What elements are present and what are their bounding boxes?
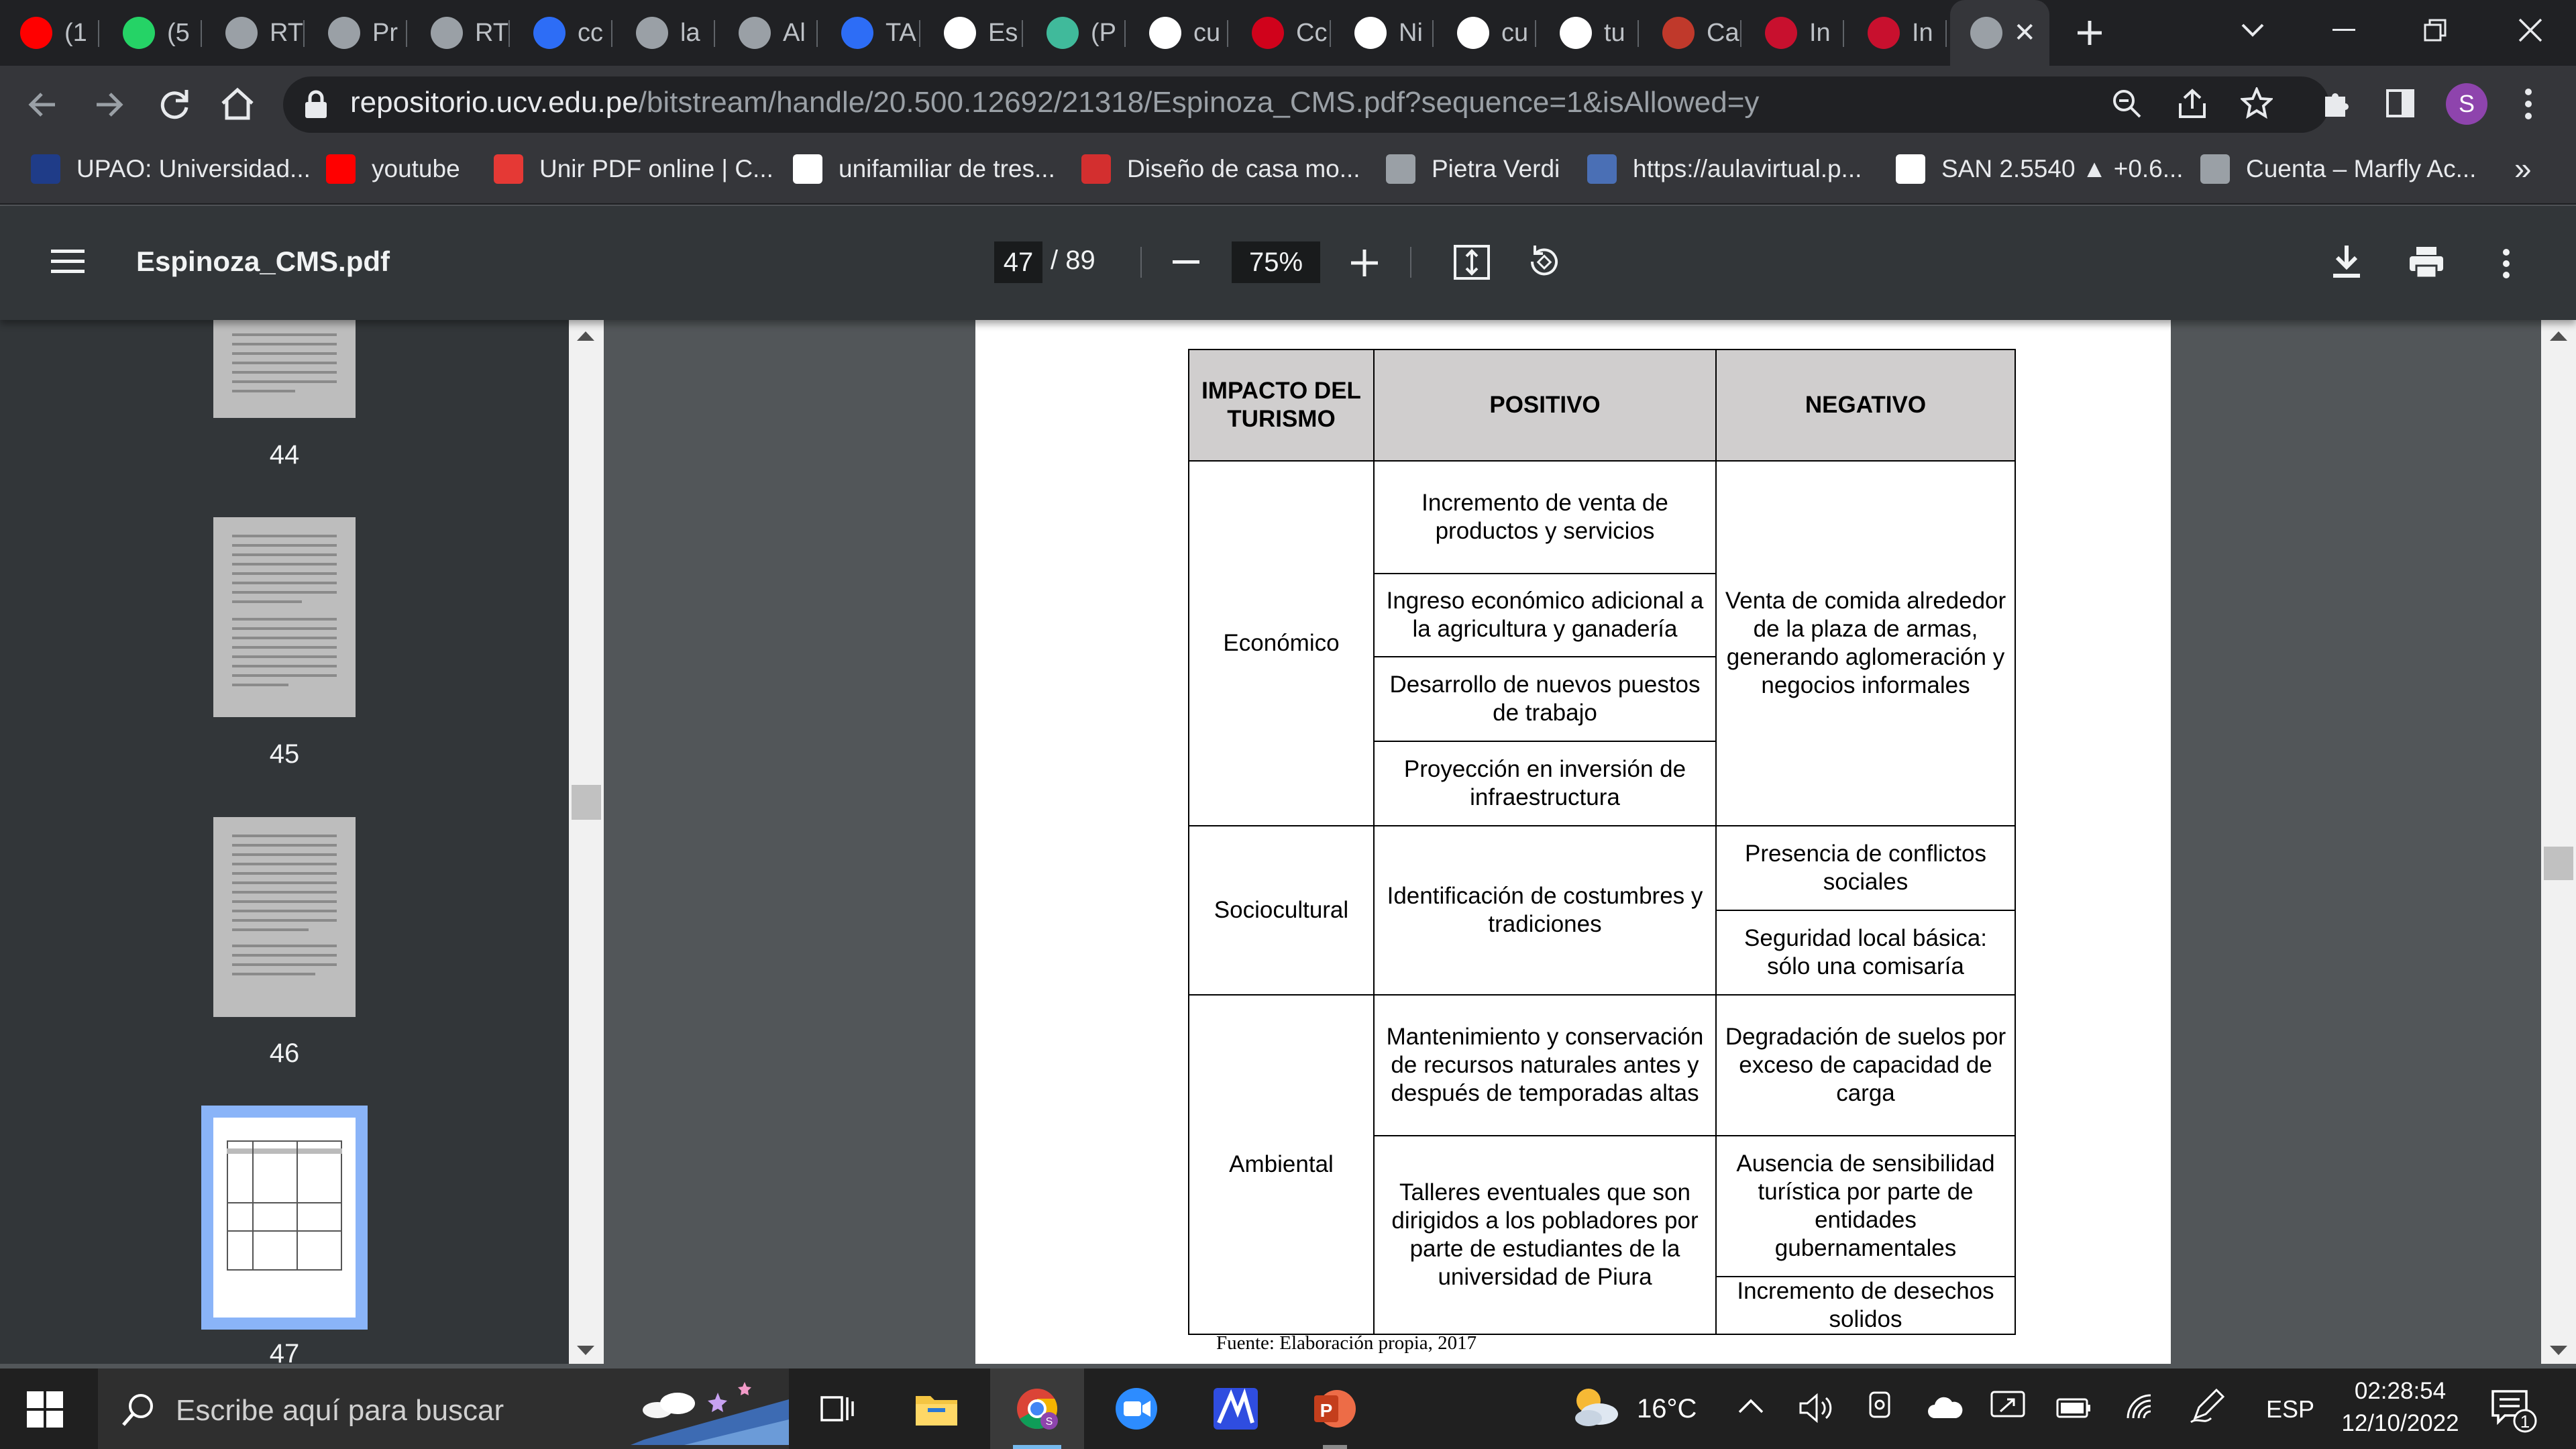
folder-icon: [914, 1391, 959, 1427]
tab-divider: [508, 20, 510, 47]
tab-divider: [1740, 20, 1741, 47]
clock-time: 02:28:54: [2354, 1378, 2447, 1404]
bookmark-label: Diseño de casa mo...: [1127, 155, 1360, 182]
browser-tab[interactable]: [1540, 0, 1639, 66]
globe-icon: [225, 17, 258, 49]
windows-logo-icon: [27, 1391, 63, 1428]
browser-tab[interactable]: [308, 0, 407, 66]
page-total: [1051, 246, 1095, 276]
download-button[interactable]: [2330, 244, 2363, 279]
browser-tab[interactable]: [1334, 0, 1434, 66]
tab-divider: [1124, 20, 1126, 47]
bookmark-star-button[interactable]: [2241, 87, 2273, 119]
bookmark-item[interactable]: [326, 152, 460, 186]
star-icon: [2241, 87, 2273, 119]
bookmark-item[interactable]: [1081, 152, 1360, 186]
google-icon: [1457, 17, 1489, 49]
chrome-menu-button[interactable]: [2524, 87, 2533, 121]
table-cell: Proyección en inversión de infraestructura: [1374, 741, 1716, 826]
thumbnail-label: 45: [269, 739, 300, 769]
ucv-icon: [1765, 17, 1797, 49]
table-cell: Incremento de desechos solidos: [1716, 1277, 2015, 1334]
flag-icon: [1081, 154, 1111, 184]
tab-title: Al: [783, 18, 806, 47]
browser-tab[interactable]: [1950, 0, 2049, 66]
table-cell: Presencia de conflictos sociales: [1716, 826, 2015, 910]
scroll-down-arrow-icon[interactable]: [577, 1346, 594, 1355]
bookmark-label: youtube: [372, 155, 460, 182]
minus-icon: [1173, 260, 1199, 264]
bookmark-label: Pietra Verdi: [1432, 155, 1560, 182]
tab-title: tu: [1604, 18, 1625, 47]
bookmark-item[interactable]: [1386, 152, 1560, 186]
table-cell: Degradación de suelos por exceso de capacidad de carga: [1716, 995, 2015, 1136]
table-cell: Mantenimiento y conservación de recursos naturales antes y después de temporadas altas: [1374, 995, 1716, 1136]
row-label-sociocultural: Sociocultural: [1189, 826, 1374, 995]
pdf-more-button[interactable]: [2502, 248, 2510, 279]
thumbnail-page-44[interactable]: [213, 320, 356, 418]
system-clock[interactable]: [2333, 1375, 2467, 1440]
ucv-icon: [1868, 17, 1900, 49]
tab-title: In: [1809, 18, 1831, 47]
puzzle-icon: [2321, 87, 2353, 119]
tab-divider: [611, 20, 612, 47]
running-indicator: [1323, 1445, 1347, 1449]
onedrive-cloud-icon[interactable]: [1927, 1395, 1964, 1423]
tab-title: Cc: [1296, 18, 1328, 47]
zoom-in-button[interactable]: [1351, 250, 1378, 276]
bookmark-label: Unir PDF online | C...: [539, 155, 773, 182]
meet-now-icon[interactable]: [1868, 1390, 1894, 1428]
sidebar-toggle-button[interactable]: [51, 248, 85, 275]
c-logo-icon: [533, 17, 566, 49]
tab-title: cc: [578, 18, 603, 47]
shield-icon: [1354, 17, 1387, 49]
minimize-button[interactable]: [2304, 0, 2384, 60]
table-cell: Incremento de venta de productos y servicios: [1374, 461, 1716, 574]
share-icon: [2176, 89, 2208, 119]
url-path: /bitstream/handle/20.500.12692/21318/Espinoza_CMS.pdf?sequence=1&isAllowed=y: [638, 86, 1760, 119]
input-language[interactable]: ESP: [2266, 1395, 2315, 1423]
globe-icon: [2200, 154, 2230, 184]
browser-tab[interactable]: [821, 0, 920, 66]
tab-divider: [1330, 20, 1331, 47]
tab-title: (5: [167, 18, 190, 47]
tab-divider: [1535, 20, 1536, 47]
document-scroll-thumb[interactable]: [2544, 847, 2573, 880]
scroll-down-arrow-icon[interactable]: [2550, 1346, 2567, 1355]
tab-divider: [1945, 20, 1947, 47]
bookmark-label: UPAO: Universidad...: [76, 155, 311, 182]
download-icon: [2330, 244, 2363, 279]
globe-icon: [1386, 154, 1415, 184]
new-tab-button[interactable]: [2053, 0, 2127, 66]
home-icon: [219, 85, 256, 122]
browser-tab[interactable]: [1129, 0, 1228, 66]
restore-button[interactable]: [2395, 0, 2475, 60]
table-cell: Ingreso económico adicional a la agricultura y ganadería: [1374, 574, 1716, 657]
url-host: repositorio.ucv.edu.pe: [350, 86, 639, 119]
browser-tab[interactable]: [1026, 0, 1126, 66]
c-logo-icon: [841, 17, 873, 49]
table-source: Fuente: Elaboración propia, 2017: [1216, 1332, 1477, 1354]
print-icon: [2408, 246, 2445, 279]
tab-divider: [303, 20, 305, 47]
chevron-up-icon: [1737, 1398, 1764, 1414]
rotate-button[interactable]: [1525, 243, 1563, 280]
zoom-out-button[interactable]: [1173, 260, 1199, 264]
aula-icon: [1587, 154, 1617, 184]
close-tab-icon[interactable]: ✕: [2013, 18, 2036, 48]
tab-title: (1: [64, 18, 87, 47]
more-bookmarks-button[interactable]: »: [2514, 151, 2532, 186]
rotate-icon: [1525, 243, 1563, 280]
researchgate-icon: [1046, 17, 1079, 49]
show-hidden-icons-button[interactable]: [1737, 1398, 1764, 1417]
notification-center-button[interactable]: [2490, 1386, 2537, 1436]
browser-tab[interactable]: [1745, 0, 1844, 66]
side-panel-icon: [2385, 89, 2415, 118]
tab-title: RT: [270, 18, 303, 47]
url-text[interactable]: [350, 86, 1759, 119]
minimize-icon: [2332, 29, 2355, 32]
scroll-up-arrow-icon[interactable]: [2550, 331, 2567, 341]
bookmark-item[interactable]: [1896, 152, 2184, 186]
bookmark-item[interactable]: [2200, 152, 2476, 186]
tab-title: la: [680, 18, 700, 47]
bookmark-label: Cuenta – Marfly Ac...: [2246, 155, 2477, 182]
thumbnail-page-45[interactable]: [213, 517, 356, 717]
tab-search-button[interactable]: [2212, 0, 2293, 60]
table-cell: Desarrollo de nuevos puestos de trabajo: [1374, 657, 1716, 741]
youtube-icon: [20, 17, 52, 49]
sidebar-scrollbar[interactable]: [569, 320, 604, 1364]
close-window-button[interactable]: [2490, 0, 2571, 60]
plus-icon: [1351, 250, 1378, 276]
svg-text:P: P: [1320, 1400, 1333, 1421]
start-button[interactable]: [27, 1391, 63, 1431]
tab-title: cu: [1501, 18, 1529, 47]
fit-page-icon: [1453, 244, 1491, 280]
document-scrollbar[interactable]: [2541, 320, 2576, 1364]
thumbnail-page-47-selected[interactable]: [201, 1106, 368, 1330]
toolbar-divider: [1140, 247, 1142, 278]
hamburger-menu-icon: [51, 248, 85, 275]
browser-tab[interactable]: [205, 0, 305, 66]
table-cell: Identificación de costumbres y tradiciones: [1374, 826, 1716, 995]
chrome-icon: [1014, 1386, 1060, 1432]
browser-tab[interactable]: [1232, 0, 1331, 66]
tab-divider: [1227, 20, 1228, 47]
google-icon: [1149, 17, 1181, 49]
bookmark-item[interactable]: [793, 152, 1055, 186]
close-icon: [2518, 18, 2542, 42]
search-icon: [121, 1391, 157, 1431]
taskbar-file-explorer[interactable]: [890, 1368, 983, 1449]
tab-title: Es: [988, 18, 1018, 47]
tab-title: Pr: [372, 18, 398, 47]
row-label-economico: Económico: [1189, 461, 1374, 826]
tab-title: In: [1912, 18, 1933, 47]
m-app-icon: [1214, 1388, 1258, 1430]
browser-tab[interactable]: [718, 0, 818, 66]
table-row: [1189, 826, 2015, 910]
bookmark-item[interactable]: [494, 152, 773, 186]
weather-icon[interactable]: [1568, 1385, 1622, 1431]
table-cell: Seguridad local básica: sólo una comisaría: [1716, 910, 2015, 995]
bookmark-label: SAN 2.5540 ▲ +0.6...: [1941, 155, 2184, 182]
tab-divider: [919, 20, 920, 47]
bookmark-label: https://aulavirtual.p...: [1633, 155, 1862, 182]
table-cell: Venta de comida alrededor de la plaza de armas, generando aglomeración y negocios informales: [1716, 461, 2015, 826]
clock-date: 12/10/2022: [2341, 1410, 2459, 1436]
thumbnail-page-46[interactable]: [213, 817, 356, 1017]
tab-title: Ca: [1707, 18, 1739, 47]
svg-text:S: S: [1045, 1416, 1053, 1428]
weather-temperature[interactable]: 16°C: [1637, 1394, 1697, 1424]
tab-title: cu: [1193, 18, 1221, 47]
table-cell: Ausencia de sensibilidad turística por parte de entidades gubernamentales: [1716, 1136, 2015, 1277]
back-button[interactable]: [25, 87, 60, 122]
kebab-menu-icon: [2502, 248, 2510, 279]
thumbnail-label: 44: [269, 440, 300, 470]
taskbar-zoom[interactable]: [1089, 1368, 1183, 1449]
page-number-input[interactable]: 47: [994, 241, 1042, 283]
d-logo-icon: [944, 17, 976, 49]
globe-icon: [431, 17, 463, 49]
globe-icon: [739, 17, 771, 49]
tab-divider: [201, 20, 202, 47]
task-view-button[interactable]: [790, 1368, 884, 1449]
globe-icon: [636, 17, 668, 49]
youtube-icon: [326, 154, 356, 184]
powerpoint-icon: [1313, 1387, 1357, 1430]
tab-divider: [1022, 20, 1023, 47]
kebab-menu-icon: [2524, 87, 2533, 121]
search-highlight-illustration: [631, 1373, 789, 1445]
tourism-impact-table: [1188, 349, 2016, 1335]
tab-divider: [1843, 20, 1844, 47]
browser-tab[interactable]: [513, 0, 612, 66]
battery-icon[interactable]: [2055, 1394, 2092, 1424]
table-header-row: [1189, 350, 2015, 461]
globe-icon: [328, 17, 360, 49]
home-button[interactable]: [219, 85, 256, 122]
table-row: [1189, 995, 2015, 1136]
figure-icon: [793, 154, 822, 184]
bookmark-label: unifamiliar de tres...: [839, 155, 1055, 182]
bookmark-item[interactable]: [1587, 152, 1862, 186]
arrow-left-icon: [25, 87, 60, 122]
browser-tab[interactable]: [1437, 0, 1536, 66]
reload-button[interactable]: [156, 86, 193, 123]
heart-icon: [494, 154, 523, 184]
lock-icon[interactable]: [303, 90, 329, 119]
table-row: [1189, 461, 2015, 574]
tab-title: Ni: [1399, 18, 1423, 47]
print-button[interactable]: [2408, 246, 2445, 279]
google-icon: [1560, 17, 1592, 49]
whatsapp-icon: [123, 17, 155, 49]
zoom-app-icon: [1114, 1387, 1159, 1431]
share-button[interactable]: [2176, 89, 2208, 119]
tab-divider: [98, 20, 99, 47]
forward-button[interactable]: [91, 87, 126, 122]
toolbar-divider: [1410, 247, 1411, 278]
pdf-filename: Espinoza_CMS.pdf: [136, 246, 390, 277]
taskbar-chrome[interactable]: [990, 1368, 1084, 1449]
search-placeholder: Escribe aquí para buscar: [176, 1394, 504, 1427]
browser-tab[interactable]: [103, 0, 202, 66]
zoom-level-input[interactable]: 75%: [1232, 241, 1320, 283]
restore-icon: [2424, 19, 2447, 42]
page-separator: /: [1051, 246, 1059, 275]
header-negativo: NEGATIVO: [1716, 350, 2015, 461]
globe-icon: [1970, 17, 2002, 49]
tab-title: TA: [885, 18, 916, 47]
red-drop-icon: [1252, 17, 1284, 49]
browser-tab[interactable]: [616, 0, 715, 66]
thumbnail-label: 47: [269, 1339, 300, 1368]
tab-divider: [714, 20, 715, 47]
browser-tab[interactable]: [1847, 0, 1947, 66]
browser-tab[interactable]: [1642, 0, 1741, 66]
thumbnail-page-image: [213, 1118, 356, 1318]
screen-share-icon[interactable]: [1990, 1390, 2026, 1427]
tab-divider: [406, 20, 407, 47]
browser-tab[interactable]: [924, 0, 1023, 66]
thumbnail-label: 46: [269, 1038, 300, 1068]
scroll-up-arrow-icon[interactable]: [577, 331, 594, 341]
tab-divider: [816, 20, 818, 47]
active-indicator: [1013, 1445, 1061, 1449]
tab-divider: [1432, 20, 1434, 47]
browser-tab[interactable]: [0, 0, 99, 66]
wifi-icon[interactable]: [2124, 1391, 2156, 1427]
header-impacto: IMPACTO DEL TURISMO: [1189, 350, 1374, 461]
taskbar-powerpoint[interactable]: [1288, 1368, 1382, 1449]
extensions-button[interactable]: [2321, 87, 2353, 119]
fit-to-page-button[interactable]: [1453, 244, 1491, 280]
side-panel-button[interactable]: [2385, 89, 2415, 118]
pen-workspace-icon[interactable]: [2188, 1389, 2224, 1428]
chevron-down-icon: [2241, 23, 2265, 38]
notification-count: 1: [2520, 1411, 2530, 1432]
tab-title: (P: [1091, 18, 1116, 47]
sidebar-scroll-thumb[interactable]: [572, 785, 601, 820]
taskbar-app-m[interactable]: [1189, 1368, 1283, 1449]
zoom-page-button[interactable]: [2112, 89, 2143, 119]
header-positivo: POSITIVO: [1374, 350, 1716, 461]
browser-tab[interactable]: [411, 0, 510, 66]
tab-title: RT: [475, 18, 508, 47]
spiral-icon: [1662, 17, 1695, 49]
bookmark-item[interactable]: [31, 152, 311, 186]
task-view-icon: [820, 1393, 854, 1424]
tv-icon: [1896, 154, 1925, 184]
row-label-ambiental: Ambiental: [1189, 995, 1374, 1334]
tab-divider: [1638, 20, 1639, 47]
table-cell: Talleres eventuales que son dirigidos a los pobladores por parte de estudiantes de la universidad de Piura: [1374, 1136, 1716, 1334]
plus-icon: [2075, 18, 2104, 48]
upao-icon: [31, 154, 60, 184]
profile-avatar[interactable]: S: [2446, 83, 2487, 125]
volume-icon[interactable]: [1798, 1391, 1834, 1428]
total-pages: 89: [1065, 246, 1095, 275]
reload-icon: [156, 86, 193, 123]
zoom-out-icon: [2112, 89, 2143, 119]
arrow-right-icon: [91, 87, 126, 122]
